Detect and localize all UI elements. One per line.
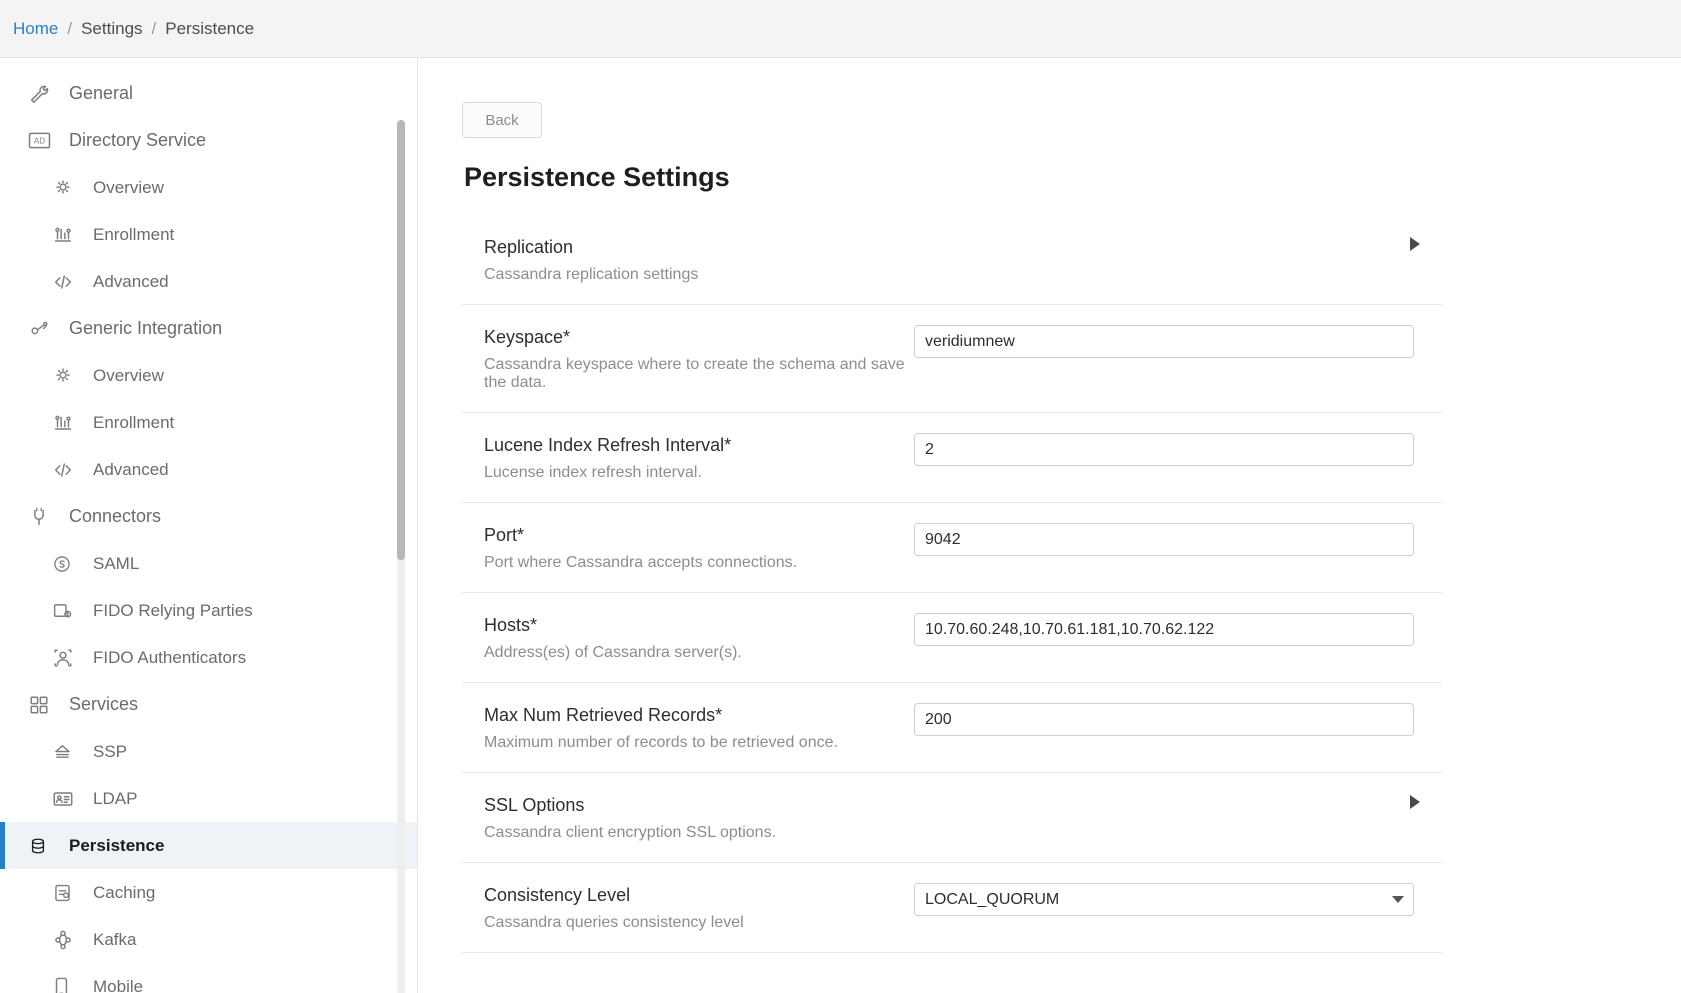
setting-title: Lucene Index Refresh Interval* bbox=[484, 435, 732, 455]
integration-icon bbox=[28, 318, 58, 340]
page-title: Persistence Settings bbox=[464, 162, 730, 192]
setting-title: Port* bbox=[484, 525, 525, 545]
chevron-right-icon[interactable] bbox=[1410, 237, 1420, 251]
fido-rp-icon bbox=[52, 600, 82, 622]
sidebar-item-label: Services bbox=[69, 694, 139, 714]
setting-control bbox=[914, 325, 1442, 358]
sidebar-item-kafka[interactable] bbox=[0, 916, 417, 963]
setting-description: Address(es) of Cassandra server(s). bbox=[484, 644, 742, 661]
breadcrumb-settings[interactable]: Settings bbox=[81, 18, 143, 38]
overview-icon bbox=[52, 177, 82, 199]
sidebar-item-ssp[interactable] bbox=[0, 728, 417, 775]
enrollment-icon bbox=[52, 224, 82, 246]
plug-icon bbox=[28, 506, 58, 528]
saml-icon bbox=[52, 553, 82, 575]
setting-labels bbox=[484, 793, 914, 842]
sidebar-item-label: Overview bbox=[93, 365, 164, 385]
setting-control bbox=[914, 613, 1442, 646]
setting-row-hosts bbox=[462, 593, 1442, 683]
sidebar-item-label: Directory Service bbox=[69, 130, 207, 150]
setting-title: Replication bbox=[484, 237, 574, 257]
sidebar-item-saml[interactable] bbox=[0, 540, 417, 587]
setting-row-consistency-level bbox=[462, 863, 1442, 953]
sidebar-item-enrollment[interactable] bbox=[0, 399, 417, 446]
setting-description: Cassandra replication settings bbox=[484, 266, 699, 283]
caching-icon bbox=[52, 882, 82, 904]
mobile-icon bbox=[52, 976, 82, 993]
setting-labels bbox=[484, 883, 914, 932]
sidebar-item-persistence[interactable] bbox=[0, 822, 417, 869]
breadcrumb-separator-1: / bbox=[67, 18, 73, 38]
setting-description: Cassandra client encryption SSL options. bbox=[484, 824, 777, 841]
setting-row-max-num-retrieved-records bbox=[462, 683, 1442, 773]
sidebar-item-services[interactable] bbox=[0, 681, 417, 728]
setting-expander[interactable] bbox=[1380, 793, 1420, 809]
setting-title: Consistency Level bbox=[484, 885, 631, 905]
sidebar-scrollbar-thumb[interactable] bbox=[397, 120, 405, 560]
sidebar-item-label: General bbox=[69, 83, 134, 103]
ssp-icon bbox=[52, 741, 82, 763]
setting-expander[interactable] bbox=[1380, 235, 1420, 251]
sidebar-item-advanced[interactable] bbox=[0, 258, 417, 305]
setting-control bbox=[914, 433, 1442, 466]
sidebar-item-connectors[interactable] bbox=[0, 493, 417, 540]
setting-row-lucene-index-refresh-interval bbox=[462, 413, 1442, 503]
setting-control bbox=[914, 523, 1442, 556]
back-button[interactable]: Back bbox=[462, 102, 542, 138]
svg-text:AD: AD bbox=[33, 136, 46, 146]
settings-list bbox=[462, 215, 1442, 953]
sidebar-item-label: SSP bbox=[93, 741, 128, 761]
database-icon bbox=[28, 835, 58, 857]
chevron-down-icon[interactable] bbox=[1392, 896, 1404, 903]
setting-control bbox=[914, 703, 1442, 736]
sidebar-item-label: Kafka bbox=[93, 929, 137, 949]
sidebar-item-general[interactable] bbox=[0, 70, 417, 117]
breadcrumb-current: Persistence bbox=[165, 18, 255, 38]
sidebar-item-label: Mobile bbox=[93, 976, 144, 993]
setting-description: Cassandra keyspace where to create the schema and save the data. bbox=[484, 356, 905, 391]
setting-row-ssl-options bbox=[462, 773, 1442, 863]
sidebar-item-label: FIDO Authenticators bbox=[93, 647, 247, 667]
sidebar-nav bbox=[0, 70, 417, 993]
setting-labels bbox=[484, 325, 914, 392]
sidebar-item-generic-integration[interactable] bbox=[0, 305, 417, 352]
setting-description: Port where Cassandra accepts connections. bbox=[484, 554, 798, 571]
keyspace-input[interactable] bbox=[914, 325, 1414, 358]
sidebar-item-label: Generic Integration bbox=[69, 318, 223, 338]
sidebar-item-overview[interactable] bbox=[0, 164, 417, 211]
sidebar-item-label: Advanced bbox=[93, 271, 169, 291]
sidebar-item-label: Connectors bbox=[69, 506, 162, 526]
sidebar-item-label: Persistence bbox=[69, 835, 165, 855]
setting-title: Hosts* bbox=[484, 615, 538, 635]
setting-title: Keyspace* bbox=[484, 327, 571, 347]
sidebar-item-label: LDAP bbox=[93, 788, 138, 808]
setting-description: Cassandra queries consistency level bbox=[484, 914, 744, 931]
sidebar-item-fido-relying-parties[interactable] bbox=[0, 587, 417, 634]
overview-icon bbox=[52, 365, 82, 387]
sidebar-item-label: Caching bbox=[93, 882, 156, 902]
sidebar-item-label: Overview bbox=[93, 177, 164, 197]
sidebar-item-ldap[interactable] bbox=[0, 775, 417, 822]
setting-row-keyspace bbox=[462, 305, 1442, 413]
sidebar-item-directory-service[interactable] bbox=[0, 117, 417, 164]
page-body bbox=[0, 58, 1681, 993]
setting-labels bbox=[484, 523, 914, 572]
ad-icon bbox=[28, 130, 58, 152]
sidebar-item-caching[interactable] bbox=[0, 869, 417, 916]
sidebar-item-label: FIDO Relying Parties bbox=[93, 600, 253, 620]
services-grid-icon bbox=[28, 694, 58, 716]
enrollment-icon bbox=[52, 412, 82, 434]
sidebar-item-mobile[interactable] bbox=[0, 963, 417, 993]
setting-labels bbox=[484, 703, 914, 752]
kafka-icon bbox=[52, 929, 82, 951]
sidebar bbox=[0, 58, 418, 993]
setting-labels bbox=[484, 433, 914, 482]
sidebar-item-enrollment[interactable] bbox=[0, 211, 417, 258]
sidebar-item-fido-authenticators[interactable] bbox=[0, 634, 417, 681]
ldap-icon bbox=[52, 788, 82, 810]
consistency-level-select[interactable] bbox=[914, 883, 1414, 916]
breadcrumb-home[interactable]: Home bbox=[13, 18, 59, 38]
setting-title: Max Num Retrieved Records* bbox=[484, 705, 723, 725]
sidebar-item-label: Enrollment bbox=[93, 412, 175, 432]
setting-description: Lucense index refresh interval. bbox=[484, 464, 702, 481]
setting-title: SSL Options bbox=[484, 795, 585, 815]
selected-value: LOCAL_QUORUM bbox=[925, 890, 1060, 908]
setting-control bbox=[914, 883, 1442, 916]
hosts-input[interactable] bbox=[914, 613, 1414, 646]
setting-labels bbox=[484, 235, 914, 284]
sidebar-item-label: SAML bbox=[93, 553, 140, 573]
sidebar-item-label: Enrollment bbox=[93, 224, 175, 244]
setting-row-port bbox=[462, 503, 1442, 593]
chevron-right-icon[interactable] bbox=[1410, 795, 1420, 809]
main-content bbox=[418, 58, 1681, 993]
wrench-icon bbox=[28, 83, 58, 105]
setting-description: Maximum number of records to be retrieved once. bbox=[484, 734, 838, 751]
code-icon bbox=[52, 271, 82, 293]
max-num-retrieved-records-input[interactable] bbox=[914, 703, 1414, 736]
lucene-index-refresh-interval-input[interactable] bbox=[914, 433, 1414, 466]
setting-labels bbox=[484, 613, 914, 662]
sidebar-item-label: Advanced bbox=[93, 459, 169, 479]
sidebar-item-advanced[interactable] bbox=[0, 446, 417, 493]
sidebar-item-overview[interactable] bbox=[0, 352, 417, 399]
code-icon bbox=[52, 459, 82, 481]
port-input[interactable] bbox=[914, 523, 1414, 556]
setting-row-replication bbox=[462, 215, 1442, 305]
breadcrumb-separator-2: / bbox=[151, 18, 157, 38]
sidebar-scrollbar-track[interactable] bbox=[397, 120, 405, 993]
breadcrumb bbox=[0, 0, 1681, 58]
fido-auth-icon bbox=[52, 647, 82, 669]
